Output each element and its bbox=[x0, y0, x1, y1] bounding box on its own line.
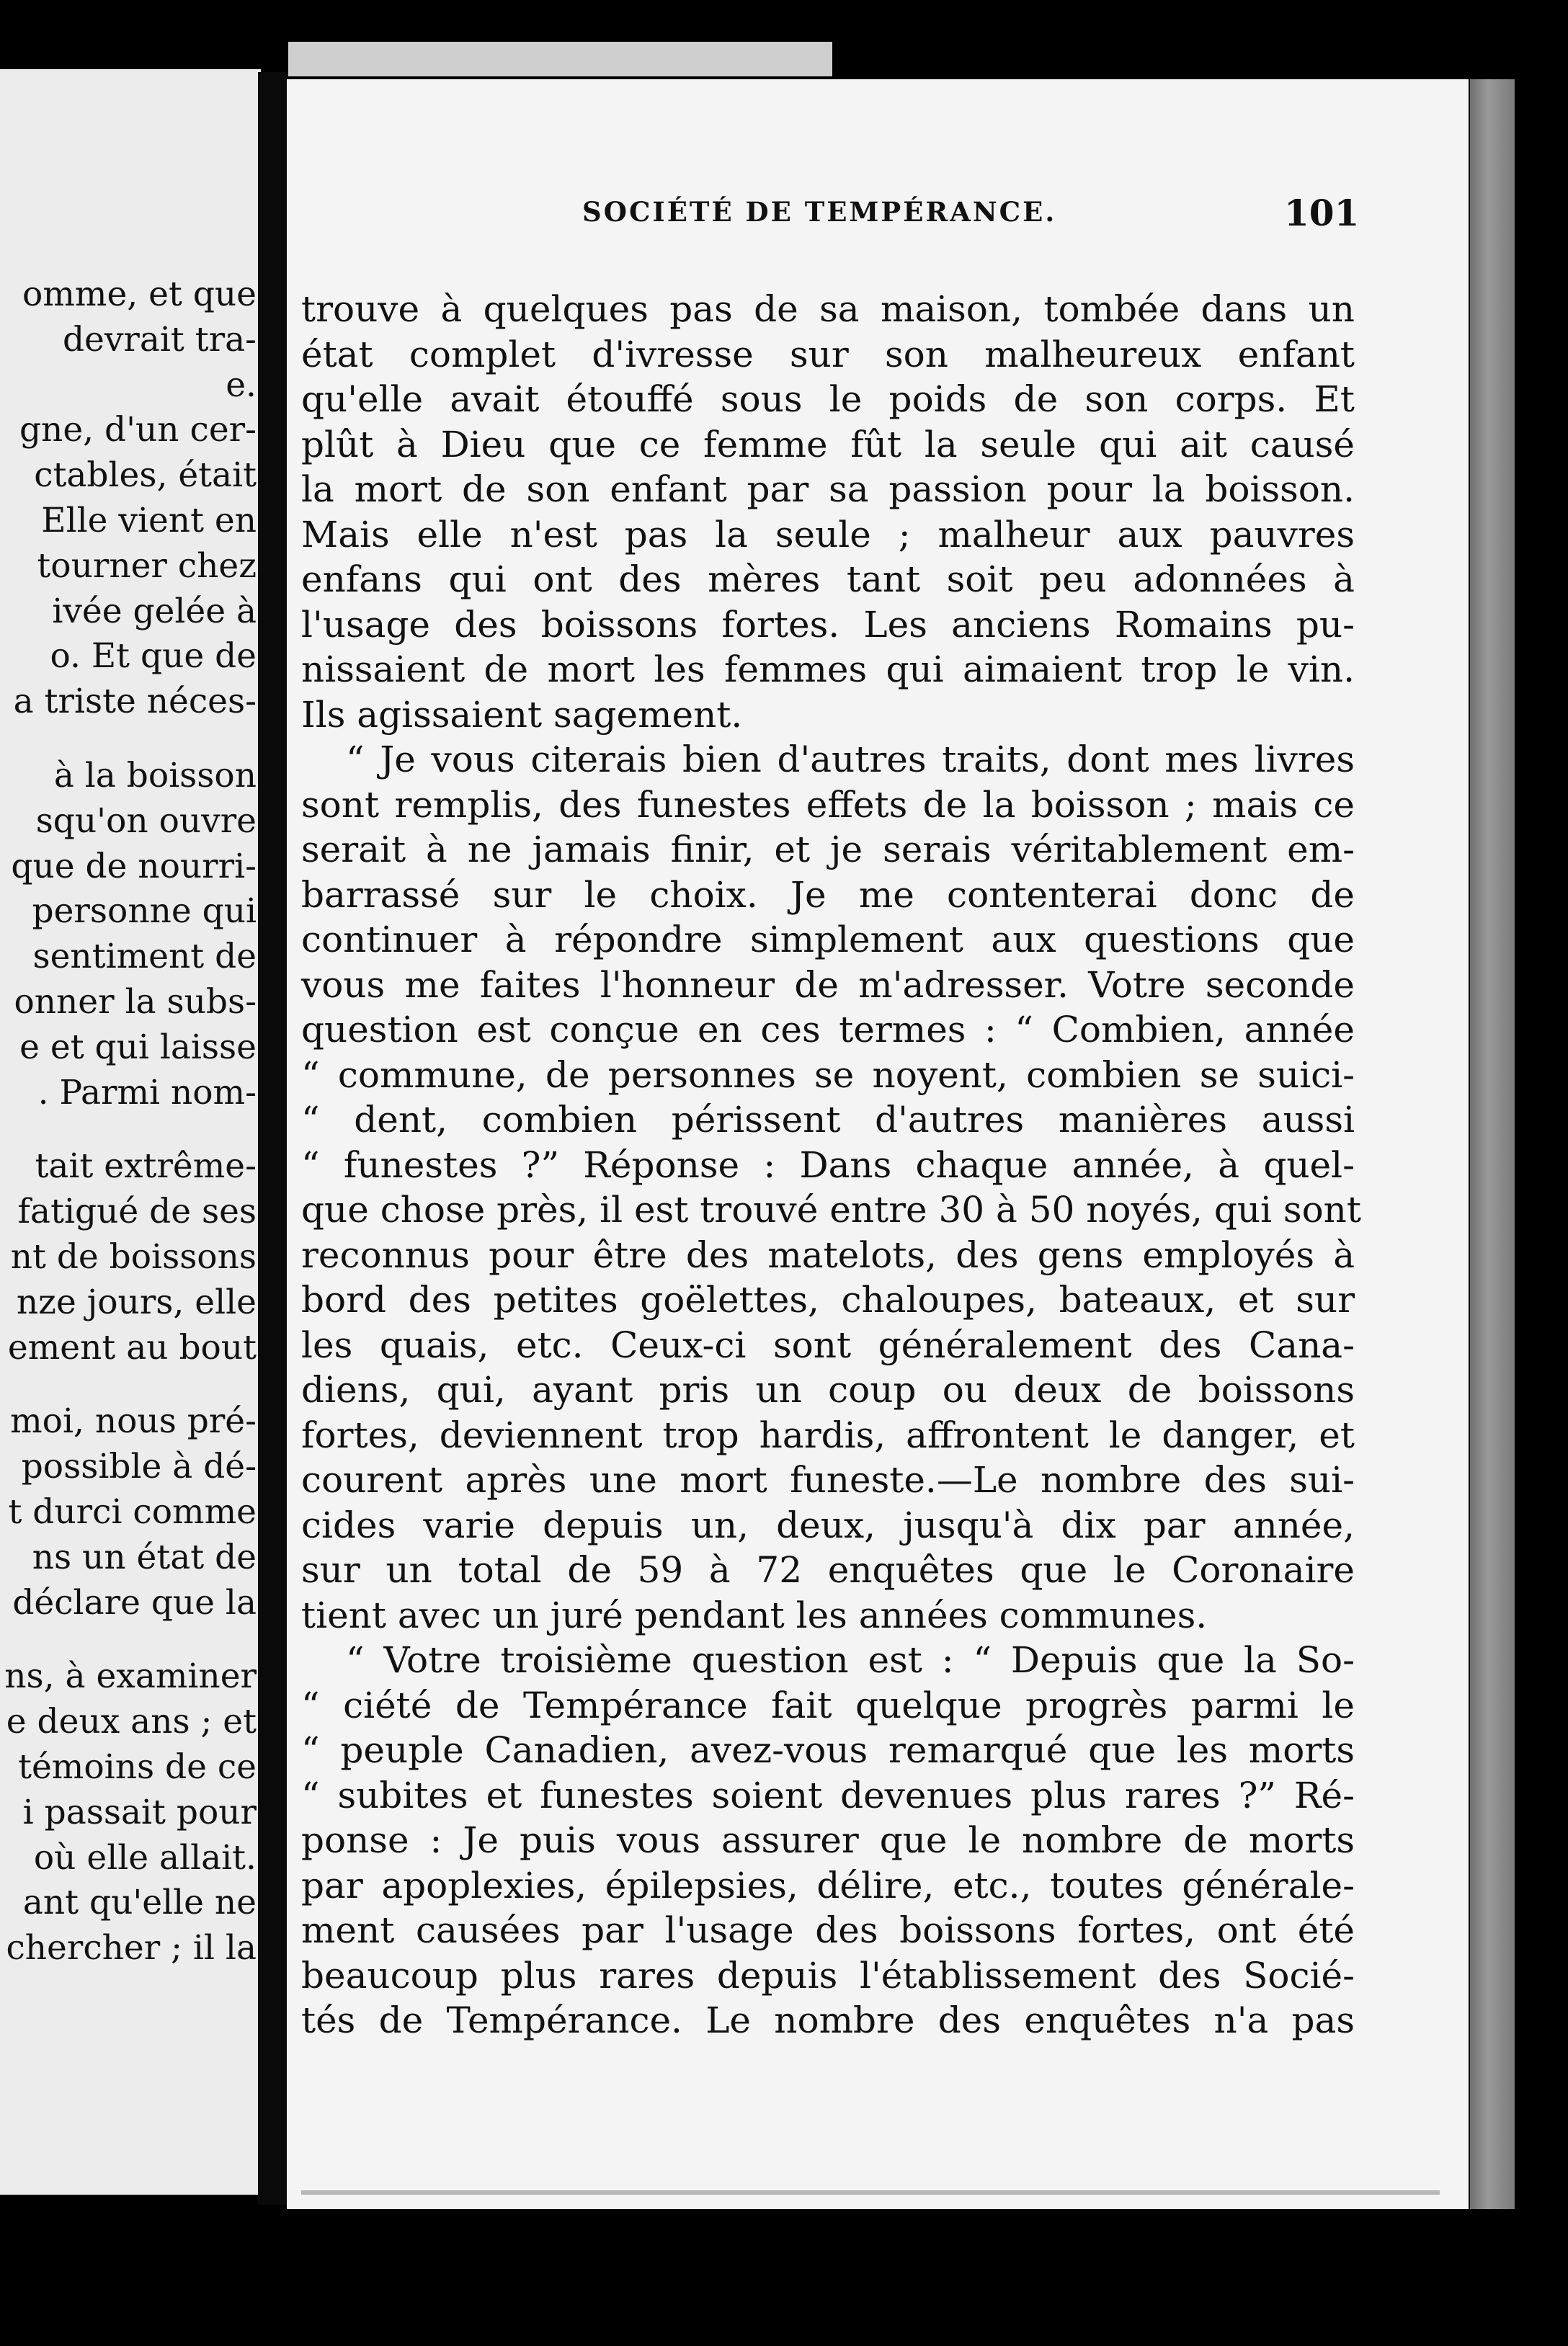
text-line: question est conçue en ces termes : “ Combien, année bbox=[301, 1009, 1355, 1051]
page-edge bbox=[1470, 79, 1515, 2209]
text-line: “ subites et funestes soient devenues plus rares ?” Ré- bbox=[301, 1774, 1355, 1816]
left-line: chercher ; il la bbox=[6, 1928, 257, 1968]
text-line: enfans qui ont des mères tant soit peu adonnées à bbox=[301, 558, 1355, 600]
left-line: Elle vient en bbox=[41, 500, 257, 540]
left-line: ant qu'elle ne bbox=[22, 1883, 257, 1923]
left-gap bbox=[4, 1625, 257, 1654]
left-line: tourner chez bbox=[37, 545, 257, 586]
left-line: i passait pour bbox=[22, 1792, 257, 1832]
left-line: squ'on ouvre bbox=[35, 800, 257, 841]
text-line: vous me faites l'honneur de m'adresser. Votre seconde bbox=[301, 963, 1355, 1006]
page-number: 101 bbox=[1284, 192, 1360, 234]
body-text bbox=[301, 287, 1361, 2043]
text-line: sont remplis, des funestes effets de la boisson ; mais ce bbox=[301, 783, 1355, 826]
left-line: . Parmi nom- bbox=[37, 1072, 257, 1112]
text-line: la mort de son enfant par sa passion pour la boisson. bbox=[301, 468, 1355, 510]
left-line: gne, d'un cer- bbox=[19, 410, 257, 450]
text-line: que chose près, il est trouvé entre 30 à 50 noyés, qui sont bbox=[301, 1189, 1361, 1231]
left-gap bbox=[4, 725, 257, 754]
text-line: ment causées par l'usage des boissons fortes, ont été bbox=[301, 1909, 1355, 1951]
text-line: “ peuple Canadien, avez-vous remarqué que les morts bbox=[301, 1729, 1355, 1771]
text-line: qu'elle avait étouffé sous le poids de son corps. Et bbox=[301, 378, 1355, 420]
text-line: “ Votre troisième question est : “ Depuis que la So- bbox=[346, 1639, 1355, 1681]
left-gap bbox=[4, 1115, 257, 1144]
text-line: bord des petites goëlettes, chaloupes, bateaux, et sur bbox=[301, 1279, 1355, 1321]
text-line: Mais elle n'est pas la seule ; malheur aux pauvres bbox=[301, 513, 1355, 556]
left-gap bbox=[4, 1370, 257, 1399]
page-bottom-shadow bbox=[301, 2190, 1440, 2195]
text-line: reconnus pour être des matelots, des gens employés à bbox=[301, 1234, 1355, 1276]
left-line: ivée gelée à bbox=[52, 591, 257, 631]
left-line: o. Et que de bbox=[50, 636, 257, 677]
left-line: nze jours, elle bbox=[16, 1282, 257, 1322]
text-line: courent après une mort funeste.—Le nombre des sui- bbox=[301, 1459, 1355, 1501]
text-line: fortes, deviennent trop hardis, affrontent le danger, et bbox=[301, 1414, 1355, 1456]
left-line: ns, à examiner bbox=[4, 1656, 257, 1697]
left-line: possible à dé- bbox=[21, 1447, 257, 1487]
text-line: nissaient de mort les femmes qui aimaient trop le vin. bbox=[301, 648, 1355, 690]
text-line: ponse : Je puis vous assurer que le nombre de morts bbox=[301, 1819, 1355, 1861]
running-title: SOCIÉTÉ DE TEMPÉRANCE. bbox=[582, 196, 1057, 228]
left-line: tait extrême- bbox=[35, 1146, 257, 1187]
left-line: ns un état de bbox=[32, 1537, 257, 1577]
left-line: onner la subs- bbox=[14, 981, 257, 1022]
left-line: ement au bout bbox=[7, 1327, 257, 1368]
left-line: e et qui laisse bbox=[19, 1027, 257, 1067]
text-line: “ commune, de personnes se noyent, combien se suici- bbox=[301, 1053, 1355, 1096]
left-line: moi, nous pré- bbox=[10, 1401, 257, 1442]
text-line: Ils agissaient sagement. bbox=[301, 693, 743, 736]
text-line: “ Je vous citerais bien d'autres traits, dont mes livres bbox=[346, 739, 1355, 780]
text-line: barrassé sur le choix. Je me contenterai donc de bbox=[301, 873, 1355, 916]
text-line: “ ciété de Tempérance fait quelque progrès parmi le bbox=[301, 1684, 1355, 1726]
text-line: plût à Dieu que ce femme fût la seule qui ait causé bbox=[301, 423, 1355, 465]
left-line: témoins de ce bbox=[18, 1747, 257, 1787]
text-line: trouve à quelques pas de sa maison, tombée dans un bbox=[301, 288, 1355, 330]
left-line: a triste néces- bbox=[13, 682, 257, 722]
text-line: état complet d'ivresse sur son malheureux enfant bbox=[301, 333, 1355, 375]
left-line: à la boisson bbox=[53, 755, 257, 795]
text-line: par apoplexies, épilepsies, délire, etc., toutes générale- bbox=[301, 1864, 1355, 1906]
text-line: “ dent, combien périssent d'autres manières aussi bbox=[301, 1099, 1355, 1141]
text-line: les quais, etc. Ceux-ci sont généralement des Cana- bbox=[301, 1324, 1355, 1366]
left-page-fragment bbox=[0, 69, 261, 2195]
left-line: devrait tra- bbox=[62, 319, 257, 360]
left-line: t durci comme bbox=[8, 1491, 257, 1532]
text-line: “ funestes ?” Réponse : Dans chaque année, à quel- bbox=[301, 1143, 1355, 1186]
text-line: sur un total de 59 à 72 enquêtes que le Coronaire bbox=[301, 1549, 1355, 1591]
page-top-strip bbox=[288, 42, 832, 76]
left-line: e. bbox=[226, 365, 257, 405]
left-line: déclare que la bbox=[12, 1582, 257, 1623]
text-line: serait à ne jamais finir, et je serais véritablement em- bbox=[301, 829, 1355, 870]
text-line: diens, qui, ayant pris un coup ou deux de boissons bbox=[301, 1369, 1355, 1411]
left-line: e deux ans ; et bbox=[6, 1702, 257, 1742]
text-line: beaucoup plus rares depuis l'établissement des Socié- bbox=[301, 1954, 1355, 1997]
left-line: fatigué de ses bbox=[17, 1192, 257, 1232]
text-line: cides varie depuis un, deux, jusqu'à dix par année, bbox=[301, 1504, 1355, 1546]
left-line: où elle allait. bbox=[33, 1837, 257, 1878]
left-line: nt de boissons bbox=[10, 1236, 257, 1277]
left-line: sentiment de bbox=[32, 937, 257, 977]
text-line: continuer à répondre simplement aux questions que bbox=[301, 919, 1355, 960]
book-gutter bbox=[258, 72, 287, 2205]
left-line: ctables, était bbox=[34, 455, 257, 496]
text-line: l'usage des boissons fortes. Les anciens Romains pu- bbox=[301, 603, 1355, 646]
left-page-text bbox=[4, 272, 257, 1971]
left-line: personne qui bbox=[32, 891, 257, 932]
text-line: tient avec un juré pendant les années communes. bbox=[301, 1594, 1208, 1636]
text-line: tés de Tempérance. Le nombre des enquêtes n'a pas bbox=[301, 1999, 1355, 2041]
left-line: que de nourri- bbox=[11, 846, 257, 886]
left-line: omme, et que bbox=[22, 275, 257, 314]
